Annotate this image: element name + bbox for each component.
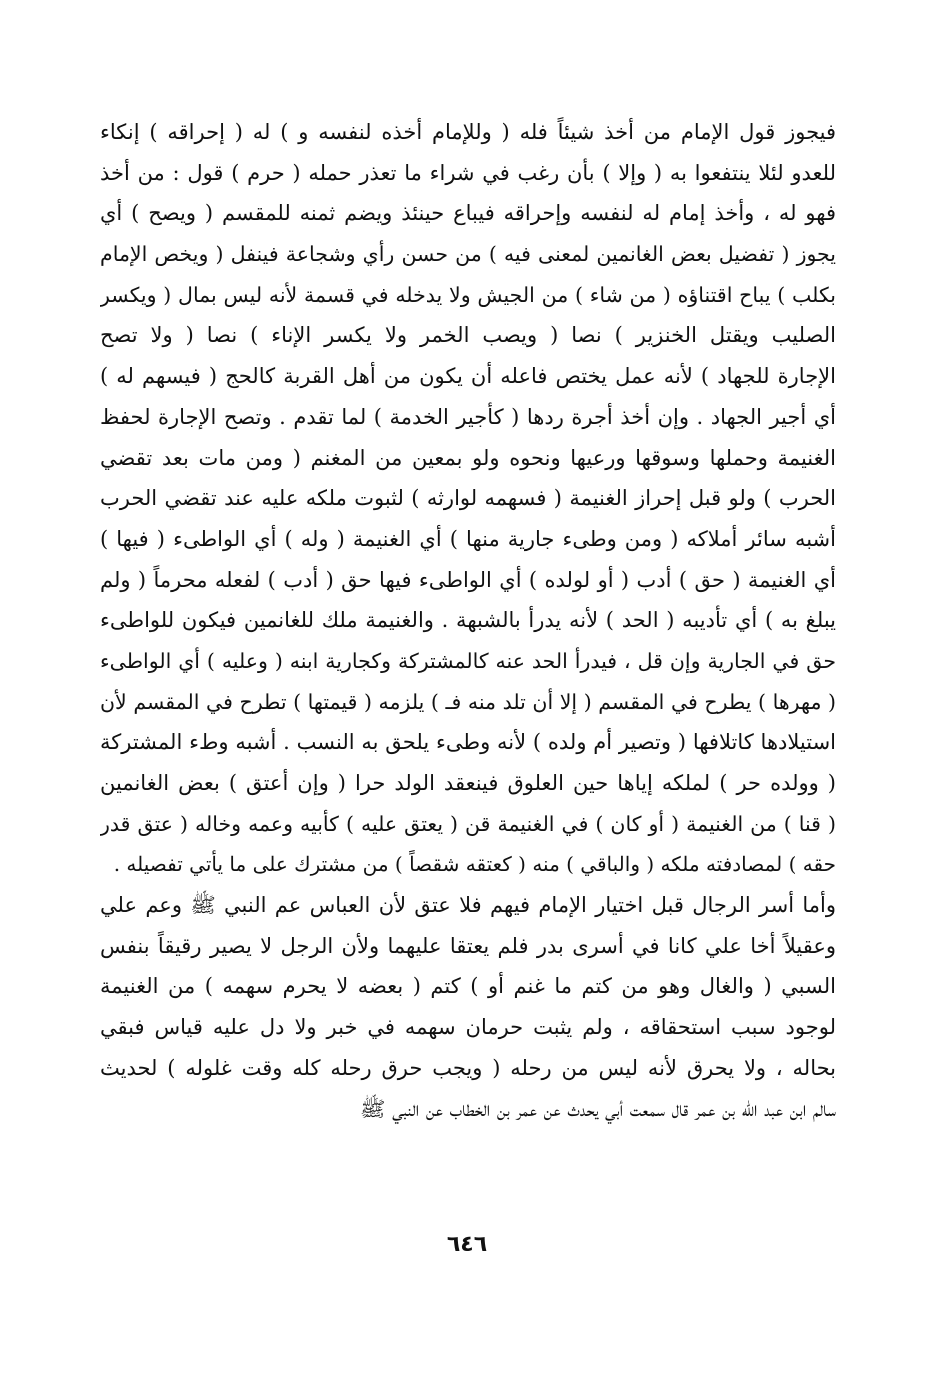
text-line: للعدو لئلا ينتفعوا به ( وإلا ) بأن رغب في شراء ما تعذر حمله ( حرم ) قول : من أخذ (100, 160, 836, 185)
text-line: سالم ابن عبد الله بن عمر قال سمعت أبي يحدث عن عمر بن الخطاب عن النبي ﷺ (360, 1096, 836, 1121)
text-line: الحرب ) ولو قبل إحراز الغنيمة ( فسهمه لوارثه ) لثبوت ملكه عليه عند تقضي الحرب (100, 486, 836, 511)
text-line: استيلادها كاتلافها ( وتصير أم ولده ) لأنه وطىء يلحق به النسب . أشبه وطء المشتركة (100, 730, 836, 755)
page-number: ٦٤٦ (446, 1232, 488, 1257)
text-line: ( قنا ) من الغنيمة ( أو كان ) في الغنيمة قن ( يعتق عليه ) كأبيه وعمه وخاله ( عتق قدر (100, 811, 836, 836)
text-line: أي الغنيمة ( حق ) أدب ( أو لولده ) أي الواطىء فيها حق ( أدب ) لفعله محرماً ( ولم (100, 567, 836, 592)
text-line: يبلغ به ) أي تأديبه ( الحد ) لأنه يدرأ بالشبهة . والغنيمة ملك للغانمين فيكون للواطىء (100, 608, 836, 633)
text-line: الصليب ويقتل الخنزير ) نصا ( ويصب الخمر ولا يكسر الإناء ) نصا ( ولا تصح (100, 323, 836, 348)
text-line: حقه ) لمصادفته ملكه ( والباقي ) منه ( كعتقه شقصاً ) من مشترك على ما يأتي تفصيله . (113, 852, 836, 877)
text-line: يجوز ( تفضيل بعض الغانمين لمعنى فيه ) من حسن رأي وشجاعة فينفل ( ويخص الإمام (100, 242, 836, 267)
text-line: لوجود سبب استحقاقه ، ولم يثبت حرمان سهمه في خبر ولا دل عليه قياس فبقي (100, 1015, 836, 1040)
text-line: أشبه سائر أملاكه ( ومن وطىء جارية منها ) أي الغنيمة ( وله ) أي الواطىء ( فيها ) (100, 526, 836, 551)
text-line: ( مهرها ) يطرح في المقسم ( إلا أن تلد منه فـ ) يلزمه ( قيمتها ) تطرح في المقسم لأن (100, 689, 836, 714)
text-line: أي أجير الجهاد . وإن أخذ أجرة ردها ( كأجير الخدمة ) لما تقدم . وتصح الإجارة لحفظ (100, 404, 836, 429)
text-line: فيجوز قول الإمام من أخذ شيئاً فله ( وللإمام أخذه لنفسه و ) له ( إحراقه ) إنكاء (100, 120, 836, 144)
text-line: بكلب ) يباح اقتناؤه ( من شاء ) من الجيش ولا يدخله في قسمة لأنه ليس بمال ( ويكسر (100, 282, 836, 307)
text-line: الإجارة للجهاد ) لأنه عمل يختص فاعله أن يكون من أهل القربة كالحج ( فيسهم له ) (100, 364, 836, 389)
body-text (100, 112, 836, 1129)
text-line: فهو له ، وأخذ إمام له لنفسه وإحراقه فيباع حينئذ ويضم ثمنه للمقسم ( ويصح ) أي (100, 201, 836, 226)
text-line: الغنيمة وحملها وسوقها ورعيها ونحوه ولو بمعين من المغنم ( ومن مات بعد تقضي (100, 445, 836, 470)
text-line: ( وولده حر ) لملكه إياها حين العلوق فينعقد الولد حرا ( وإن أعتق ) بعض الغانمين (100, 771, 836, 795)
text-line: بحاله ، ولا يحرق لأنه ليس من رحله ( ويجب حرق رحله كله وقت غلوله ) لحديث (100, 1055, 836, 1080)
text-line: وعقيلاً أخا علي كانا في أسرى بدر فلم يعتقا عليهما ولأن الرجل لا يصير رقيقاً بنفس (100, 933, 836, 958)
text-line: حق في الجارية وإن قل ، فيدرأ الحد عنه كالمشتركة وكجارية ابنه ( وعليه ) أي الواطىء (100, 648, 836, 673)
text-line: وأما أسر الرجال قبل اختيار الإمام فيهم فلا عتق لأن العباس عم النبي ﷺ وعم علي (100, 893, 836, 918)
text-line: السبي ( والغال وهو من كتم ما غنم أو ) كتم ( بعضه لا يحرم سهمه ) من الغنيمة (100, 974, 836, 999)
